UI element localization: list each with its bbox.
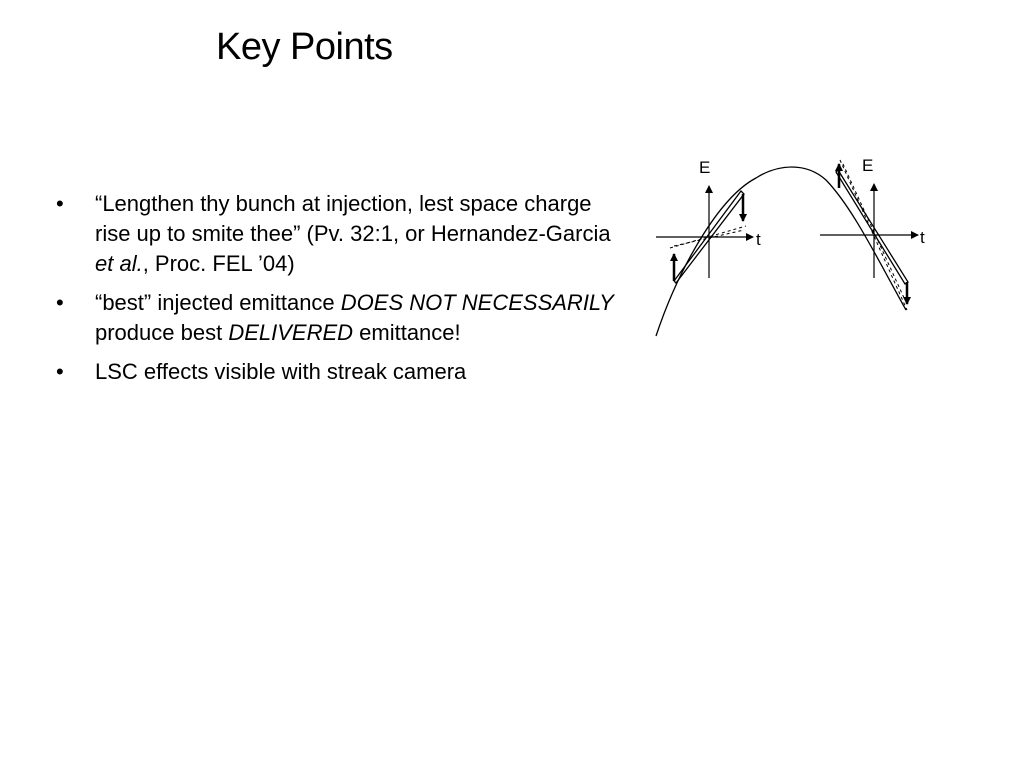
bullet-text-run-italic: DOES NOT NECESSARILY <box>340 290 614 315</box>
phase-space-diagram <box>648 150 948 340</box>
bullet-text-run: LSC effects visible with streak camera <box>95 359 467 384</box>
rf-waveform-curve <box>656 167 906 336</box>
bullet-item <box>56 357 616 387</box>
bullet-item <box>56 288 616 348</box>
bullet-text-run: produce best <box>95 320 229 345</box>
left-t-axis-label: t <box>756 230 761 249</box>
bullet-text-run: emittance! <box>353 320 461 345</box>
bullet-marker: • <box>56 290 64 315</box>
bullet-text-run-italic: DELIVERED <box>228 320 354 345</box>
bullet-text-run: “best” injected emittance <box>95 290 341 315</box>
bullet-text-run: “Lengthen thy bunch at injection, lest space charge rise up to smite thee” (Pv. 32:1, or Hernandez-Garcia <box>95 191 611 246</box>
right-phase-space <box>820 156 925 310</box>
bullet-item <box>56 189 616 279</box>
right-t-axis-label: t <box>920 228 925 247</box>
slide-title: Key Points <box>216 26 393 68</box>
bullet-marker: • <box>56 191 64 216</box>
right-e-axis-label: E <box>862 156 874 175</box>
left-e-axis-label: E <box>699 158 711 177</box>
right-bunch-shape <box>836 170 908 284</box>
bullet-text-run: , Proc. FEL ’04) <box>142 251 295 276</box>
left-phase-space <box>656 158 761 283</box>
bullet-text-run-italic: et al. <box>95 251 143 276</box>
bullet-marker: • <box>56 359 64 384</box>
bullet-list <box>56 189 616 396</box>
